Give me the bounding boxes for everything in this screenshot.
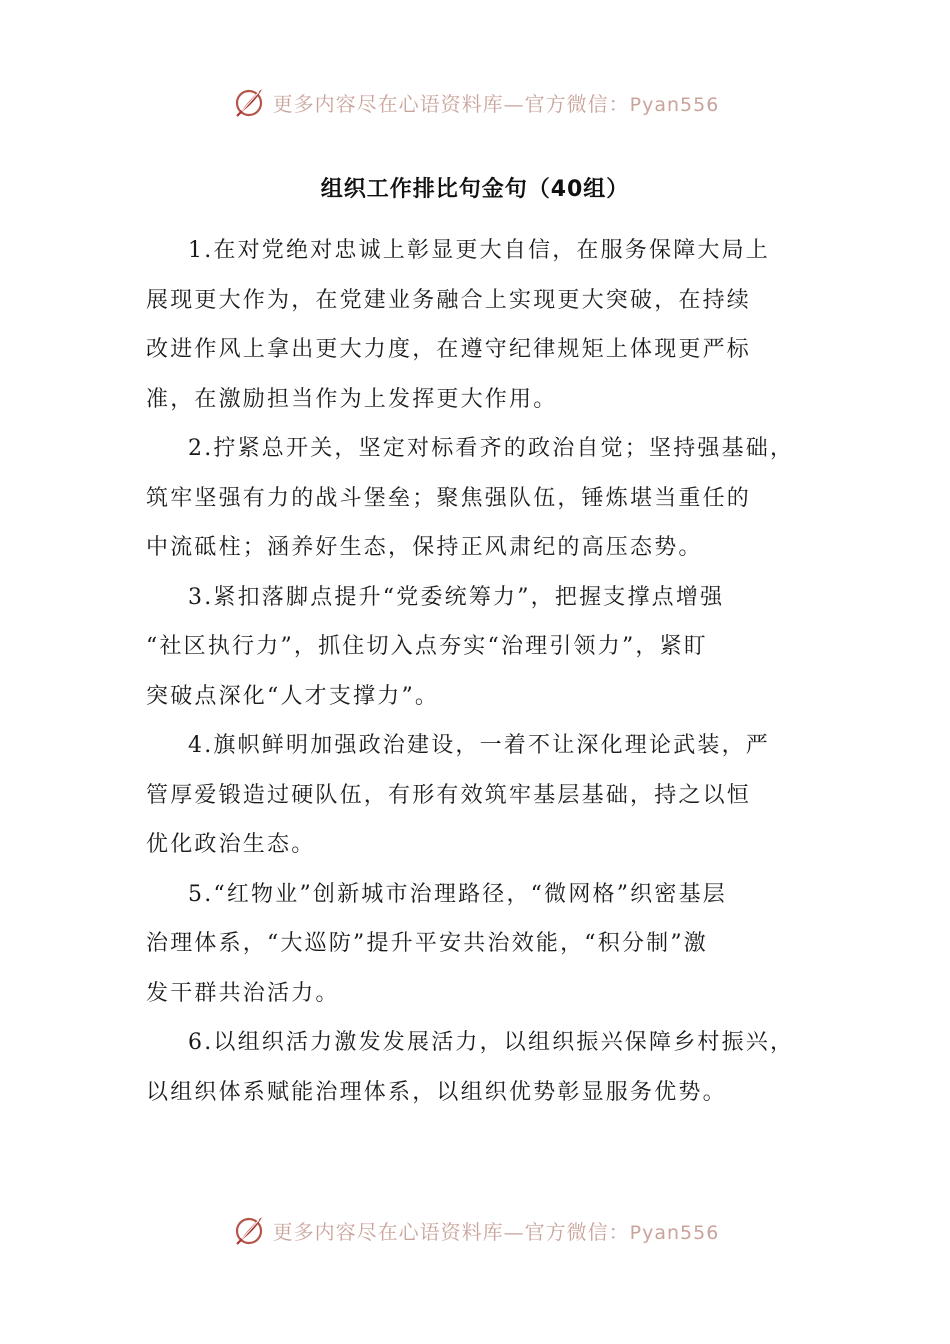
paragraph-4 xyxy=(146,721,812,870)
banner-text: 更多内容尽在心语资料库—官方微信：Pyan556 xyxy=(272,1219,720,1244)
paragraph-1 xyxy=(146,226,812,424)
paragraph-2 xyxy=(146,424,812,573)
document-title: 组织工作排比句金句（40组） xyxy=(320,177,630,202)
text-line: 准，在激励担当作为上发挥更大作用。 xyxy=(146,386,558,412)
text-line: 6.以组织活力激发发展活力，以组织振兴保障乡村振兴， xyxy=(188,1030,795,1055)
text-line: “社区执行力”，抓住切入点夯实“治理引领力”，紧盯 xyxy=(146,634,708,659)
text-line: 展现更大作为，在党建业务融合上实现更大突破，在持续 xyxy=(146,287,752,313)
text-line: 治理体系，“大巡防”提升平安共治效能，“积分制”激 xyxy=(146,931,708,956)
document-body xyxy=(146,226,812,1117)
text-line: 发干群共治活力。 xyxy=(146,980,340,1006)
text-line: 4.旗帜鲜明加强政治建设，一着不让深化理论武装，严 xyxy=(188,733,770,758)
header-banner xyxy=(0,84,950,120)
text-line: 1.在对党绝对忠诚上彰显更大自信，在服务保障大局上 xyxy=(188,238,770,263)
text-line: 中流砥柱；涵养好生态，保持正风肃纪的高压态势。 xyxy=(146,535,703,560)
text-line: 改进作风上拿出更大力度，在遵守纪律规矩上体现更严标 xyxy=(146,337,752,362)
banner-text: 更多内容尽在心语资料库—官方微信：Pyan556 xyxy=(272,91,720,116)
text-line: 2.拧紧总开关，坚定对标看齐的政治自觉；坚持强基础， xyxy=(188,436,795,461)
text-line: 突破点深化“人才支撑力”。 xyxy=(146,683,440,709)
paragraph-3 xyxy=(146,573,812,722)
footer-banner xyxy=(0,1212,950,1248)
text-line: 以组织体系赋能治理体系，以组织优势彰显服务优势。 xyxy=(146,1079,727,1105)
text-line: 管厚爱锻造过硬队伍，有形有效筑牢基层基础，持之以恒 xyxy=(146,782,752,808)
quill-logo-icon xyxy=(231,1212,267,1248)
paragraph-6 xyxy=(146,1018,812,1117)
text-line: 筑牢坚强有力的战斗堡垒；聚焦强队伍，锤炼堪当重任的 xyxy=(146,485,752,511)
text-line: 3.紧扣落脚点提升“党委统筹力”，把握支撑点增强 xyxy=(188,584,725,610)
text-line: 5.“红物业”创新城市治理路径，“微网格”织密基层 xyxy=(188,881,727,907)
text-line: 优化政治生态。 xyxy=(146,832,316,857)
quill-logo-icon xyxy=(231,84,267,120)
paragraph-5 xyxy=(146,870,812,1019)
